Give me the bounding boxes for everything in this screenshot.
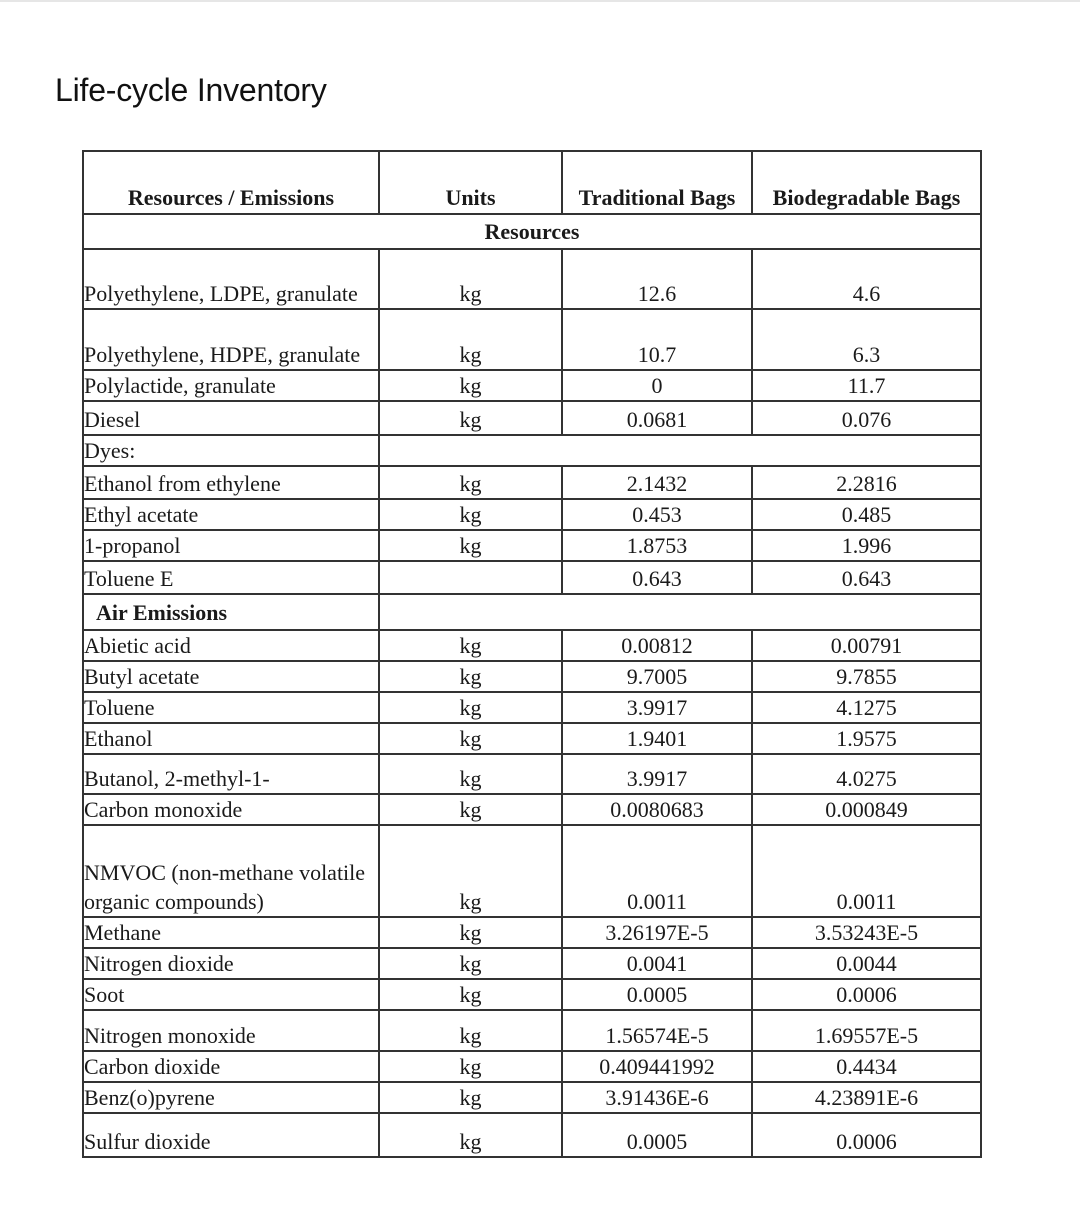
row-unit: kg	[379, 466, 562, 499]
header-row	[83, 151, 981, 214]
row-biodegradable: 4.1275	[752, 692, 981, 723]
row-biodegradable: 11.7	[752, 370, 981, 401]
section-spacer	[379, 594, 981, 630]
row-name: Nitrogen monoxide	[83, 1010, 379, 1051]
row-biodegradable: 4.6	[752, 249, 981, 309]
row-unit: kg	[379, 530, 562, 561]
row-traditional: 1.56574E-5	[562, 1010, 752, 1051]
row-traditional: 0	[562, 370, 752, 401]
row-traditional: 0.409441992	[562, 1051, 752, 1082]
row-biodegradable: 0.0011	[752, 825, 981, 917]
row-biodegradable: 3.53243E-5	[752, 917, 981, 948]
table-row	[83, 917, 981, 948]
row-biodegradable: 1.69557E-5	[752, 1010, 981, 1051]
table-row	[83, 1010, 981, 1051]
row-name: Toluene E	[83, 561, 379, 594]
row-unit: kg	[379, 1051, 562, 1082]
row-unit	[379, 561, 562, 594]
row-traditional: 0.453	[562, 499, 752, 530]
row-traditional: 10.7	[562, 309, 752, 370]
row-biodegradable: 0.0006	[752, 979, 981, 1010]
row-name: Butanol, 2-methyl-1-	[83, 754, 379, 794]
table-row	[83, 561, 981, 594]
row-traditional: 0.00812	[562, 630, 752, 661]
dyes-label: Dyes:	[83, 435, 379, 466]
row-name: Diesel	[83, 401, 379, 435]
row-traditional: 2.1432	[562, 466, 752, 499]
row-traditional: 9.7005	[562, 661, 752, 692]
row-biodegradable: 0.000849	[752, 794, 981, 825]
row-unit: kg	[379, 309, 562, 370]
row-name: Ethanol from ethylene	[83, 466, 379, 499]
row-biodegradable: 0.485	[752, 499, 981, 530]
table-row	[83, 661, 981, 692]
row-traditional: 0.0681	[562, 401, 752, 435]
section-row-resources	[83, 214, 981, 249]
table-row	[83, 466, 981, 499]
header-traditional-bags: Traditional Bags	[562, 151, 752, 214]
row-unit: kg	[379, 401, 562, 435]
row-unit: kg	[379, 1082, 562, 1113]
table-row	[83, 370, 981, 401]
row-name: Nitrogen dioxide	[83, 948, 379, 979]
row-unit: kg	[379, 979, 562, 1010]
row-biodegradable: 4.23891E-6	[752, 1082, 981, 1113]
header-units: Units	[379, 151, 562, 214]
dyes-spacer	[379, 435, 981, 466]
dyes-row	[83, 435, 981, 466]
row-traditional: 0.643	[562, 561, 752, 594]
row-traditional: 0.0005	[562, 979, 752, 1010]
table-row	[83, 754, 981, 794]
row-traditional: 3.26197E-5	[562, 917, 752, 948]
table-row	[83, 948, 981, 979]
table-row	[83, 1113, 981, 1157]
row-biodegradable: 1.9575	[752, 723, 981, 754]
table-row	[83, 794, 981, 825]
row-name: NMVOC (non-methane volatile organic compounds)	[83, 825, 379, 917]
row-traditional: 0.0005	[562, 1113, 752, 1157]
row-biodegradable: 6.3	[752, 309, 981, 370]
row-unit: kg	[379, 825, 562, 917]
row-name: Methane	[83, 917, 379, 948]
row-unit: kg	[379, 499, 562, 530]
row-traditional: 3.9917	[562, 754, 752, 794]
table-row	[83, 1082, 981, 1113]
row-unit: kg	[379, 1113, 562, 1157]
row-biodegradable: 0.4434	[752, 1051, 981, 1082]
row-unit: kg	[379, 948, 562, 979]
row-name: Polyethylene, LDPE, granulate	[83, 249, 379, 309]
table-row	[83, 309, 981, 370]
table-row	[83, 1051, 981, 1082]
section-resources-label: Resources	[83, 214, 981, 249]
row-biodegradable: 2.2816	[752, 466, 981, 499]
section-row-air-emissions	[83, 594, 981, 630]
row-biodegradable: 0.076	[752, 401, 981, 435]
row-name: Polylactide, granulate	[83, 370, 379, 401]
row-biodegradable: 9.7855	[752, 661, 981, 692]
row-biodegradable: 0.643	[752, 561, 981, 594]
table-row	[83, 249, 981, 309]
row-unit: kg	[379, 754, 562, 794]
row-unit: kg	[379, 917, 562, 948]
section-air-emissions-label: Air Emissions	[83, 594, 379, 630]
row-unit: kg	[379, 249, 562, 309]
row-unit: kg	[379, 1010, 562, 1051]
row-unit: kg	[379, 370, 562, 401]
table-row	[83, 401, 981, 435]
row-traditional: 3.9917	[562, 692, 752, 723]
row-unit: kg	[379, 630, 562, 661]
row-unit: kg	[379, 692, 562, 723]
row-unit: kg	[379, 794, 562, 825]
table-row	[83, 979, 981, 1010]
row-traditional: 0.0011	[562, 825, 752, 917]
row-traditional: 12.6	[562, 249, 752, 309]
page-title: Life-cycle Inventory	[55, 72, 327, 108]
row-biodegradable: 0.0044	[752, 948, 981, 979]
header-biodegradable-bags: Biodegradable Bags	[752, 151, 981, 214]
row-biodegradable: 0.0006	[752, 1113, 981, 1157]
row-name: Ethyl acetate	[83, 499, 379, 530]
row-traditional: 0.0080683	[562, 794, 752, 825]
row-name: Ethanol	[83, 723, 379, 754]
row-traditional: 1.8753	[562, 530, 752, 561]
row-name: Soot	[83, 979, 379, 1010]
row-biodegradable: 1.996	[752, 530, 981, 561]
header-resources-emissions: Resources / Emissions	[83, 151, 379, 214]
table-row	[83, 630, 981, 661]
row-name: Benz(o)pyrene	[83, 1082, 379, 1113]
row-biodegradable: 0.00791	[752, 630, 981, 661]
row-biodegradable: 4.0275	[752, 754, 981, 794]
row-name: Carbon monoxide	[83, 794, 379, 825]
row-traditional: 1.9401	[562, 723, 752, 754]
row-name: Butyl acetate	[83, 661, 379, 692]
inventory-table	[82, 150, 982, 1158]
row-traditional: 3.91436E-6	[562, 1082, 752, 1113]
row-name: Sulfur dioxide	[83, 1113, 379, 1157]
table-row	[83, 499, 981, 530]
top-divider	[0, 0, 1080, 2]
row-name: 1-propanol	[83, 530, 379, 561]
row-name: Polyethylene, HDPE, granulate	[83, 309, 379, 370]
row-unit: kg	[379, 661, 562, 692]
row-unit: kg	[379, 723, 562, 754]
row-name: Toluene	[83, 692, 379, 723]
row-name: Abietic acid	[83, 630, 379, 661]
table-row	[83, 825, 981, 917]
row-traditional: 0.0041	[562, 948, 752, 979]
row-name: Carbon dioxide	[83, 1051, 379, 1082]
table-row	[83, 530, 981, 561]
table-row	[83, 692, 981, 723]
table-row	[83, 723, 981, 754]
